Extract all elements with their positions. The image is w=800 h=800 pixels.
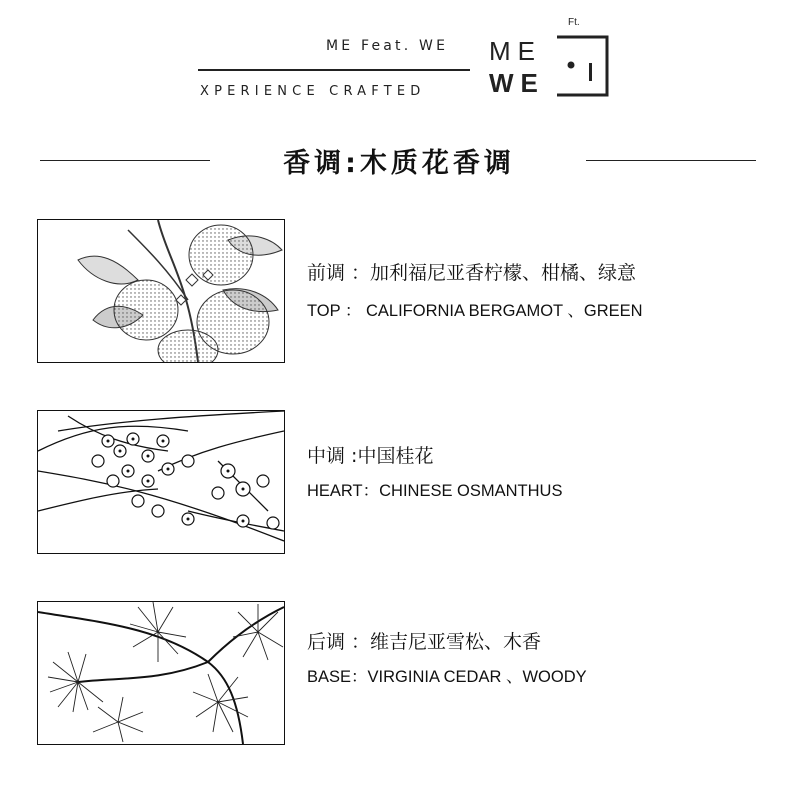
section-title: 香调:木质花香调 [283,148,515,179]
title-rule-right [586,160,756,161]
logo-we-text: WE [489,68,545,98]
heart-note-zh: 中调 :中国桂花 [307,445,434,467]
top-note-en: TOP ： CALIFORNIA BERGAMOT 、GREEN [307,302,643,320]
logo-me-text: ME [489,36,542,66]
logo-mark-icon [549,35,609,97]
pine-branch-illustration [37,601,285,745]
brand-subtitle: XPERIENCE CRAFTED [200,84,426,99]
top-note-zh: 前调 ：加利福尼亚香柠檬、柑橘、绿意 [307,262,637,284]
heart-note-en: HEART：CHINESE OSMANTHUS [307,482,563,500]
osmanthus-branch-illustration [37,410,285,554]
lemon-branch-illustration [37,219,285,363]
logo-ft-text: Ft. [568,17,580,28]
brand-divider [198,69,470,71]
base-note-zh: 后调 ：维吉尼亚雪松、木香 [307,631,542,653]
brand-tagline: ME Feat. WE [326,38,449,54]
title-rule-left [40,160,210,161]
base-note-en: BASE：VIRGINIA CEDAR 、WOODY [307,668,587,686]
